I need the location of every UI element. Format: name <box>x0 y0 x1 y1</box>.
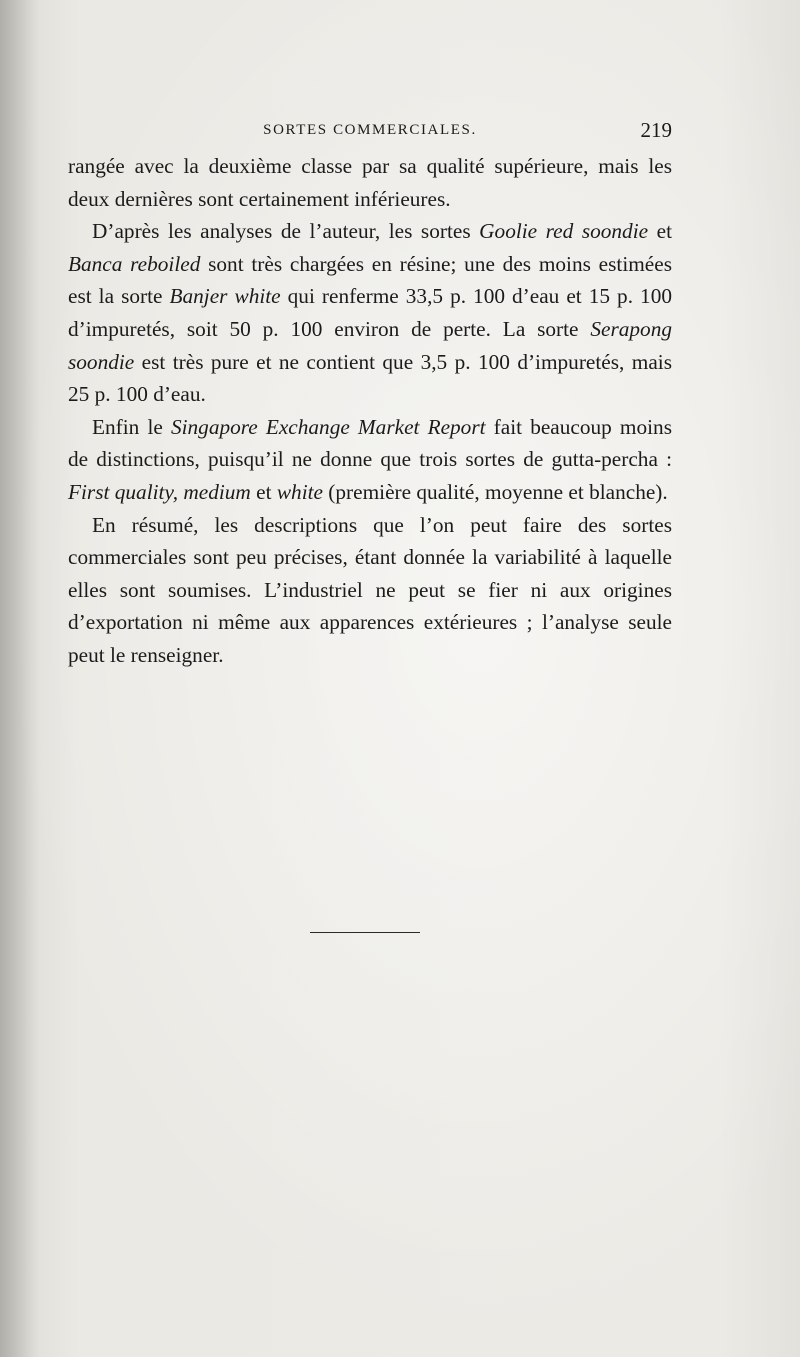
running-title: SORTES COMMERCIALES. <box>263 122 477 138</box>
paragraph-3-italic-1: Singapore Exchange Market Report <box>170 414 486 439</box>
paragraph-2-italic-2: Banca reboiled <box>68 251 201 276</box>
running-head <box>68 118 672 142</box>
binding-shadow <box>0 0 40 1357</box>
paragraph-3-text-5: (première qualité, moyenne et blanche). <box>322 479 668 504</box>
page-number: 219 <box>640 118 672 142</box>
paragraph-2-text-5: est très pure et ne contient que 3,5 p. 100 d’impuretés, mais 25 p. 100 d’eau. <box>68 349 672 407</box>
paragraph-3-text-4: et <box>250 479 277 504</box>
paragraph-4: En résumé, les descriptions que l’on peut faire des sortes commerciales sont peu précises, étant donnée la variabilité à laquelle elles sont soumises. L’industriel ne peut se fier ni aux origines d’exportation ni même aux apparences extérieures ; l’analyse seule peut le renseigner. <box>68 512 672 667</box>
paragraph-3-text-2: fait beaucoup moins de distinctions, puisqu’il ne donne que trois sortes de gutta-percha : <box>68 414 672 472</box>
paragraph-2-text-2: et <box>648 219 672 244</box>
paragraph-2-italic-4: Serapong soondie <box>68 316 672 374</box>
paragraph-3-italic-2: First quality, <box>68 479 179 504</box>
paragraph-2 <box>68 215 672 411</box>
paragraph-2-text-4: qui renferme 33,5 p. 100 d’eau et 15 p. 100 d’impuretés, soit 50 p. 100 environ de perte. La sorte <box>68 284 672 341</box>
paragraph-2-italic-3: Banjer white <box>169 284 281 309</box>
paragraph-3-text-1: Enfin le <box>92 414 171 439</box>
section-divider <box>310 932 420 933</box>
paragraph-2-text-3: sont très chargées en résine; une des moins estimées est la sorte <box>68 251 672 309</box>
main-text <box>68 150 672 672</box>
paragraph-1: rangée avec la deuxième classe par sa qualité supérieure, mais les deux dernières sont certainement inférieures. <box>68 154 672 211</box>
paragraph-3 <box>68 411 672 509</box>
paragraph-3-italic-3: medium <box>183 479 251 504</box>
paragraph-3-italic-4: white <box>276 479 323 504</box>
paragraph-2-italic-1: Goolie red soondie <box>479 219 649 244</box>
paragraph-2-text-1: D’après les analyses de l’auteur, les sortes <box>92 219 480 244</box>
